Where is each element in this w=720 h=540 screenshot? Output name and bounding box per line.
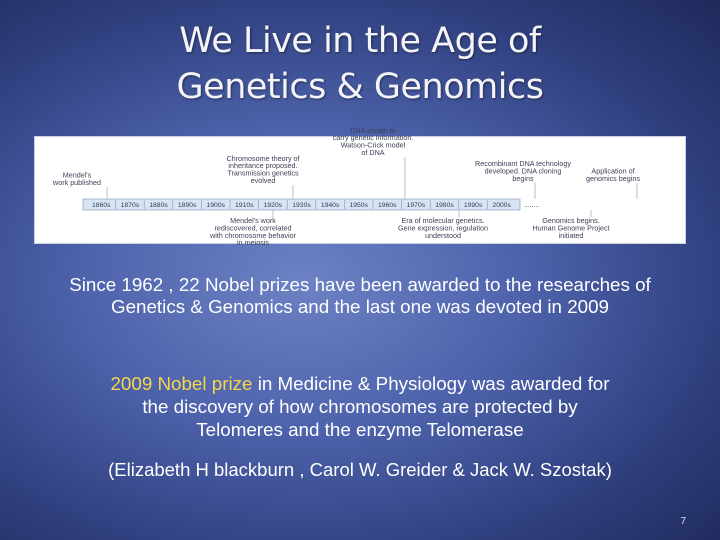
timeline-continuation: ........	[524, 202, 540, 209]
timeline-top-note-line: Watson-Crick model	[340, 140, 406, 150]
genetics-timeline-figure	[34, 125, 686, 248]
timeline-year-label: 1980s	[435, 202, 454, 209]
timeline-year-label: 1910s	[235, 202, 254, 209]
timeline-top-annotations	[52, 126, 640, 199]
timeline-bottom-note-line: Gene expression, regulation	[398, 223, 488, 233]
timeline-year-label: 1890s	[177, 202, 197, 209]
timeline-top-note-line: work published	[53, 178, 101, 187]
timeline-bottom-note-line: Era of molecular genetics.	[401, 216, 485, 225]
nobel-prizes-paragraph: Since 1962 , 22 Nobel prizes have been awarded to the researches of Genetics & Genomics and the last one was devoted in 2009	[69, 274, 651, 317]
timeline-year-band	[83, 199, 539, 210]
timeline-bottom-annotations	[209, 210, 610, 247]
timeline-bottom-note-line: with chromosome behavior	[210, 230, 296, 240]
timeline-year-label: 1880s	[149, 202, 168, 209]
timeline-bottom-note-line: in meiosis	[237, 238, 269, 248]
nobel-2009-highlight: 2009 Nobel prize	[110, 373, 253, 394]
timeline-top-note-line: evolved	[250, 176, 276, 185]
timeline-year-label: 1990s	[463, 202, 483, 209]
timeline-year-label: 1860s	[92, 202, 111, 209]
timeline-bottom-note-line: initiated	[558, 230, 584, 240]
nobel-laureates: (Elizabeth H blackburn , Carol W. Greider & Jack W. Szostak)	[108, 459, 612, 480]
timeline-year-label: 1930s	[292, 202, 311, 209]
timeline-year-label: 1920s	[263, 202, 283, 209]
timeline-bottom-note-line: Mendel's work	[230, 216, 276, 225]
page-number: 7	[680, 516, 686, 527]
timeline-top-note-line: carry genetic information.	[332, 133, 414, 143]
timeline-top-note-line: Mendel's	[62, 170, 92, 180]
timeline-top-note-line: inheritance proposed.	[228, 161, 298, 171]
timeline-top-note-line: Recombinant DNA technology	[475, 159, 571, 169]
slide-title-line-1: We Live in the Age of	[179, 21, 541, 61]
timeline-bottom-note-line: rediscovered, correlated	[214, 223, 292, 233]
timeline-top-note-line: DNA shown to	[350, 125, 396, 135]
timeline-year-label: 1960s	[378, 202, 397, 209]
timeline-year-label: 2000s	[492, 202, 511, 209]
nobel-2009-paragraph	[40, 372, 680, 441]
timeline-bottom-note-line: Genomics begins.	[542, 216, 600, 225]
timeline-year-label: 1950s	[349, 202, 368, 209]
timeline-top-note-line: developed. DNA cloning	[484, 166, 562, 176]
timeline-bottom-note-line: Human Genome Project	[532, 223, 610, 233]
timeline-top-note-line: genomics begins	[586, 174, 640, 183]
slide-title-line-2: Genetics & Genomics	[176, 67, 544, 107]
nobel-2009-line-2: the discovery of how chromosomes are protected by	[142, 396, 578, 417]
timeline-year-label: 1900s	[206, 202, 225, 209]
timeline-top-note-line: begins	[512, 174, 534, 183]
timeline-bottom-note-line: understood	[425, 230, 461, 240]
timeline-year-label: 1940s	[320, 202, 340, 209]
timeline-top-note-line: Chromosome theory of	[226, 153, 300, 163]
timeline-year-label: 1970s	[406, 202, 426, 209]
timeline-top-note-line: of DNA	[361, 148, 385, 157]
timeline-top-note-line: Application of	[591, 166, 635, 176]
slide-title	[150, 18, 570, 110]
nobel-2009-line-1: in Medicine & Physiology was awarded for	[252, 373, 610, 394]
nobel-2009-line-3: Telomeres and the enzyme Telomerase	[196, 419, 524, 440]
timeline-year-label: 1870s	[120, 202, 140, 209]
timeline-top-note-line: Transmission genetics	[227, 168, 299, 178]
